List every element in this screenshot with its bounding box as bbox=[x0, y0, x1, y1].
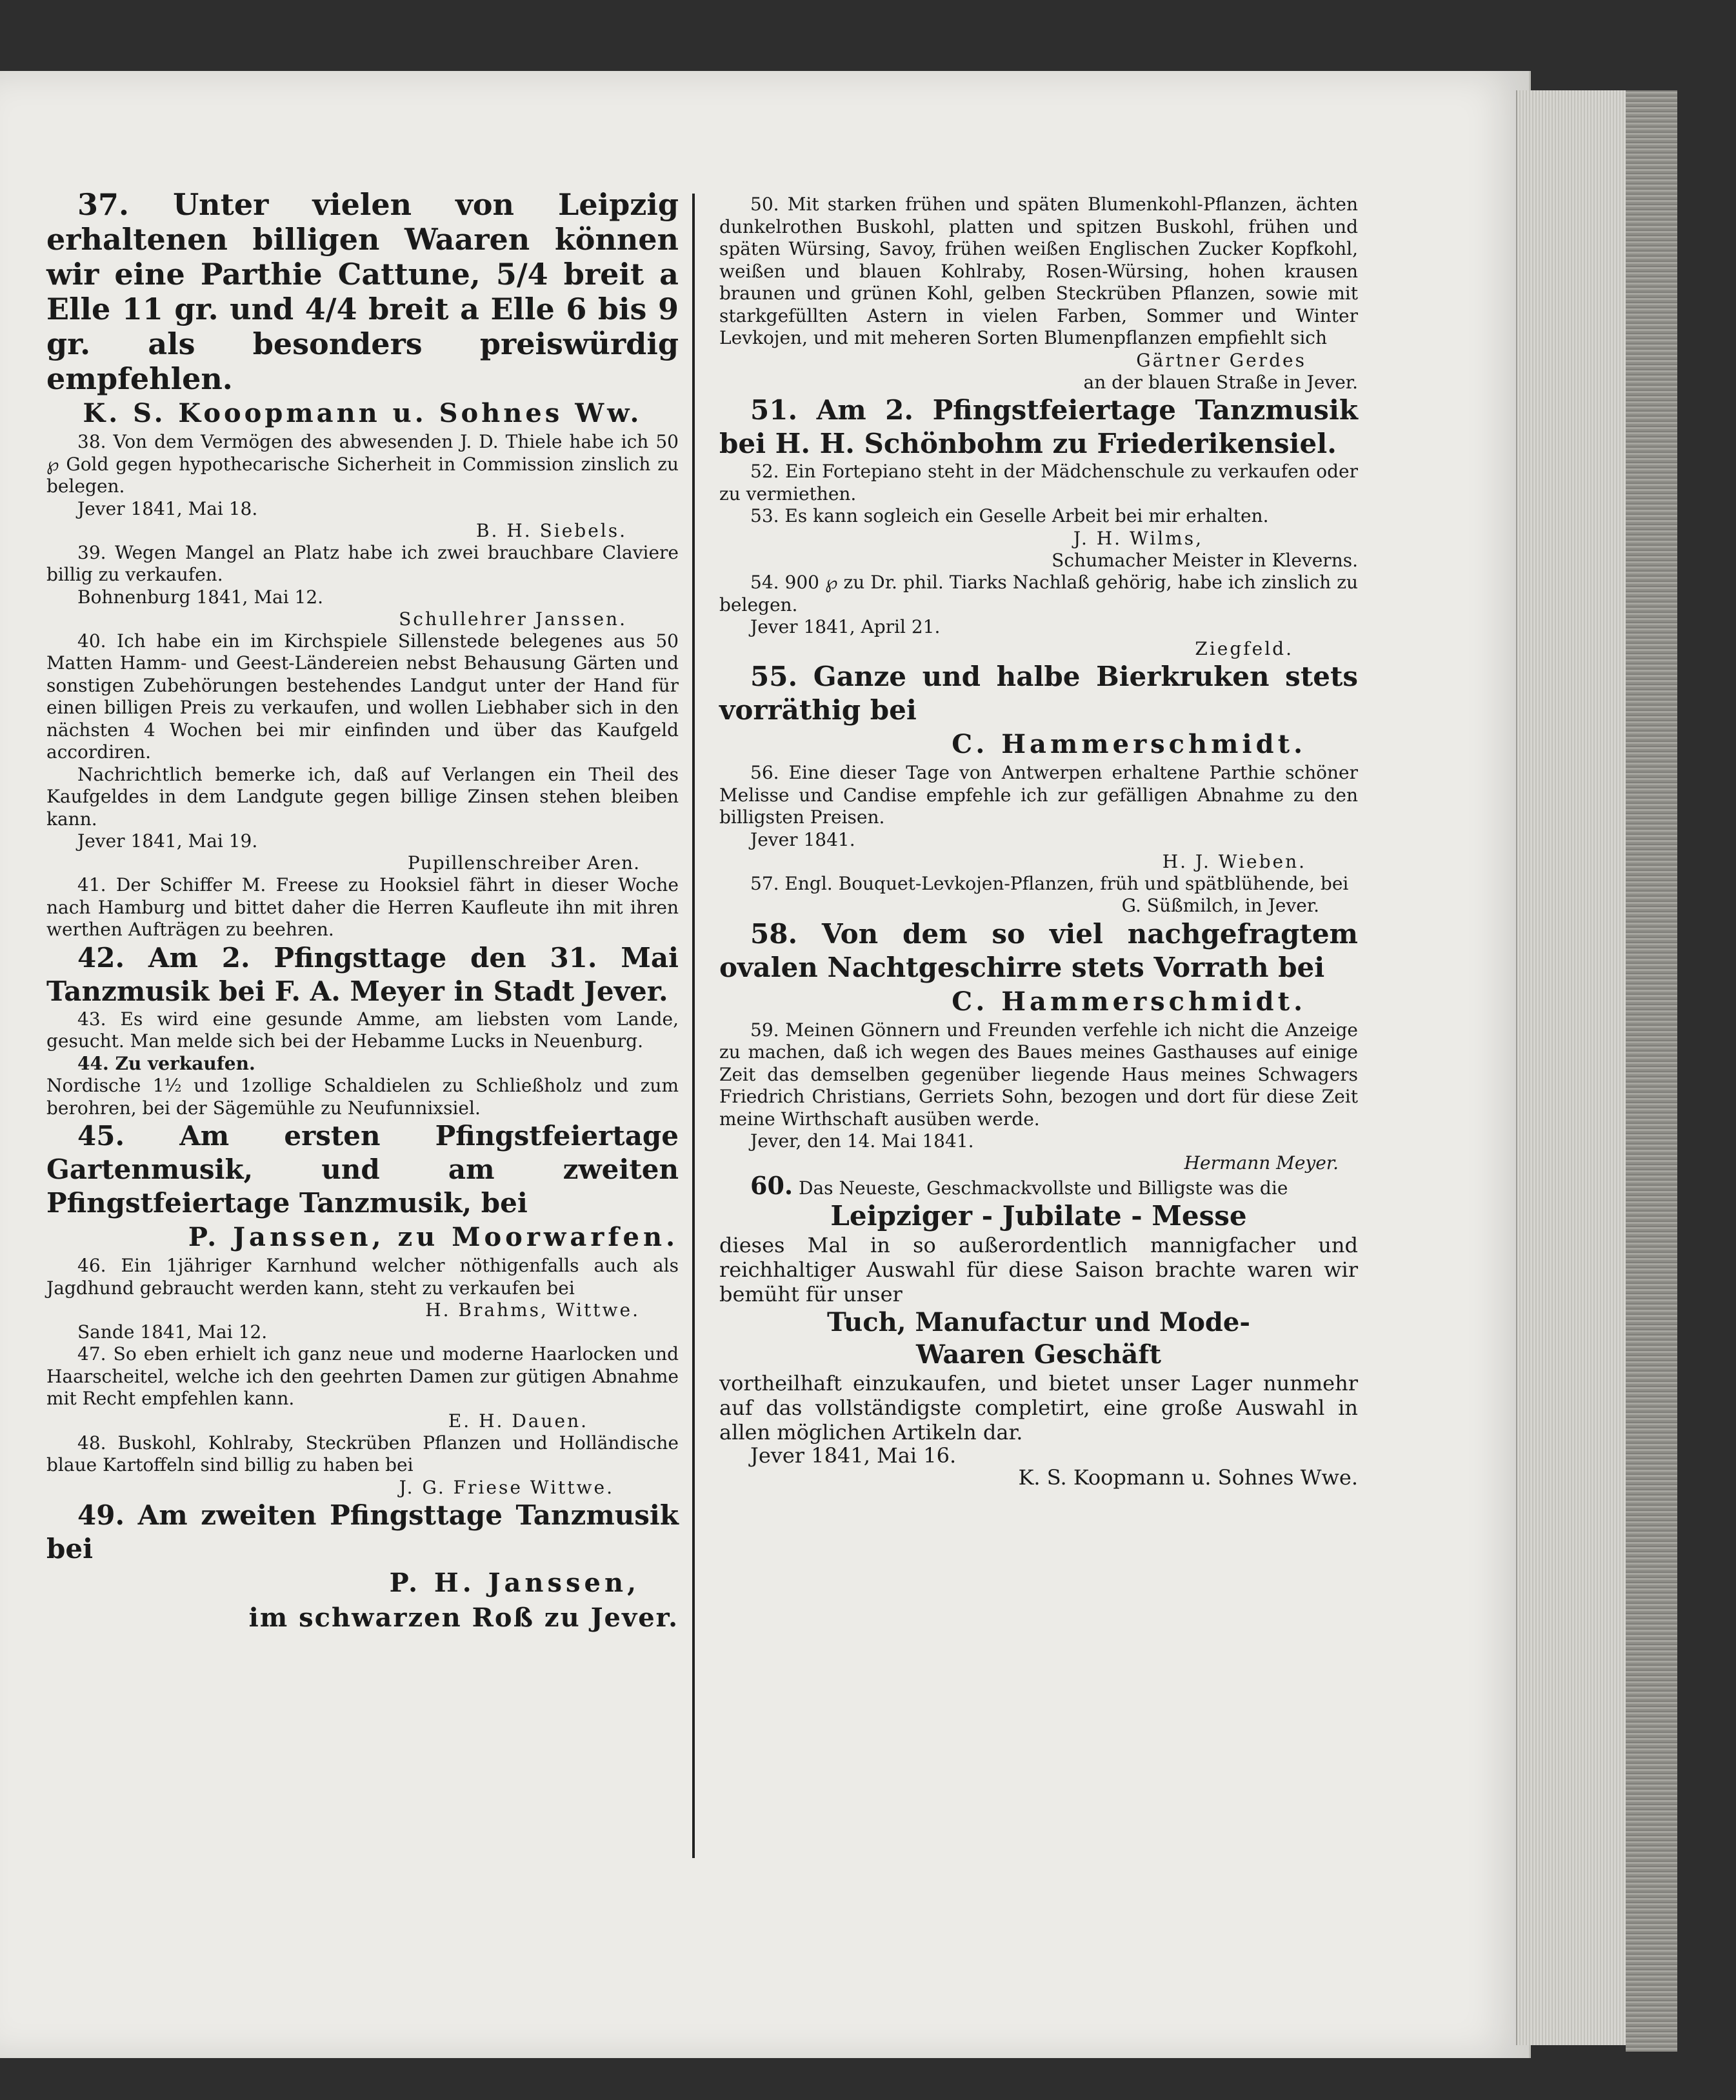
book-cover-edge bbox=[1626, 90, 1677, 2052]
ad-60-number: 60. bbox=[750, 1170, 793, 1200]
ad-47-signature: E. H. Dauen. bbox=[448, 1410, 588, 1432]
ad-38-signature: B. H. Siebels. bbox=[475, 519, 627, 541]
ad-60-text: dieses Mal in so außerordentlich mannigfacher und reichhaltiger Auswahl für diese Saison brachte waren wir bemüht für unser bbox=[719, 1233, 1358, 1306]
column-rule bbox=[692, 194, 695, 1858]
ad-43: 43. Es wird eine gesunde Amme, am liebsten vom Lande, gesucht. Man melde sich bei der Hebamme Lucks in Neuenburg. bbox=[46, 1008, 679, 1052]
ad-60-shop-line2: Waaren Geschäft bbox=[916, 1339, 1161, 1370]
ad-46-date: Sande 1841, Mai 12. bbox=[77, 1321, 268, 1343]
ad-59: 59. Meinen Gönnern und Freunden verfehle ich nicht die Anzeige zu machen, daß ich wegen des Baues meines Gasthauses auf einige Zeit das demselben gegenüber liegende Haus meines Schwagers Friedrich Christians, Gerriets Sohn, bezogen und dort für diese Zeit meine Wirthschaft ausüben werde. bbox=[719, 1019, 1358, 1130]
ad-40-date: Jever 1841, Mai 19. bbox=[77, 830, 258, 852]
ad-50-address: an der blauen Straße in Jever. bbox=[1083, 371, 1358, 393]
ad-44: Nordische 1½ und 1zollige Schaldielen zu Schließholz und zum berohren, bei der Sägemühle zu Neufunnixsiel. bbox=[46, 1075, 679, 1119]
ad-55-signature: C. Hammerschmidt. bbox=[952, 729, 1306, 759]
ad-44-heading: 44. Zu verkaufen. bbox=[77, 1052, 255, 1074]
ad-39: 39. Wegen Mangel an Platz habe ich zwei brauchbare Claviere billig zu verkaufen. bbox=[46, 541, 679, 585]
ad-60-intro: Das Neueste, Geschmackvollste und Billigste was die bbox=[799, 1177, 1288, 1199]
ad-60-fair: Leipziger - Jubilate - Messe bbox=[830, 1200, 1247, 1232]
ad-39-signature: Schullehrer Janssen. bbox=[399, 608, 627, 630]
ad-48-signature: J. G. Friese Wittwe. bbox=[399, 1476, 614, 1498]
ad-53: 53. Es kann sogleich ein Geselle Arbeit bei mir erhalten. bbox=[750, 505, 1269, 526]
ad-38: 38. Von dem Vermögen des abwesenden J. D. Thiele habe ich 50 ℘ Gold gegen hypothecarische Sicherheit in Commission zinslich zu belegen. bbox=[46, 431, 679, 497]
ad-58: 58. Von dem so viel nachgefragtem ovalen Nachtgeschirre stets Vorrath bei bbox=[719, 917, 1358, 983]
ad-53-occupation: Schumacher Meister in Kleverns. bbox=[1052, 549, 1358, 571]
ad-52: 52. Ein Fortepiano steht in der Mädchenschule zu verkaufen oder zu vermiethen. bbox=[719, 461, 1358, 505]
ad-60-signature: K. S. Koopmann u. Sohnes Wwe. bbox=[1018, 1465, 1358, 1490]
ad-45-signature: P. Janssen, zu Moorwarfen. bbox=[188, 1222, 679, 1252]
ad-51: 51. Am 2. Pfingstfeiertage Tanzmusik bei H. H. Schönbohm zu Friederikensiel. bbox=[719, 394, 1358, 459]
right-column bbox=[719, 194, 1358, 1489]
ad-60-offer: vortheilhaft einzukaufen, und bietet unser Lager nunmehr auf das vollständigste completirt, eine große Auswahl in allen möglichen Artikeln dar. bbox=[719, 1371, 1358, 1445]
ad-50-signature: Gärtner Gerdes bbox=[1136, 349, 1306, 371]
ad-55: 55. Ganze und halbe Bierkruken stets vorräthig bei bbox=[719, 661, 1358, 726]
ad-47: 47. So eben erhielt ich ganz neue und moderne Haarlocken und Haarscheitel, welche ich den geehrten Damen zur gütigen Abnahme mit Recht empfehlen kann. bbox=[46, 1343, 679, 1409]
ad-42: 42. Am 2. Pfingsttage den 31. Mai Tanzmusik bei F. A. Meyer in Stadt Jever. bbox=[46, 941, 679, 1007]
ad-59-signature: Hermann Meyer. bbox=[1184, 1152, 1339, 1174]
ad-57: 57. Engl. Bouquet-Levkojen-Pflanzen, früh und spätblühende, bei bbox=[750, 872, 1349, 894]
ad-49: 49. Am zweiten Pfingsttage Tanzmusik bei bbox=[46, 1499, 679, 1565]
ad-57-signature: G. Süßmilch, in Jever. bbox=[1121, 895, 1319, 916]
ad-49-signature-place: im schwarzen Roß zu Jever. bbox=[248, 1602, 679, 1633]
ad-46: 46. Ein 1jähriger Karnhund welcher nöthigenfalls auch als Jagdhund gebraucht werden kann, steht zu verkaufen bei bbox=[46, 1255, 679, 1299]
ad-48: 48. Buskohl, Kohlraby, Steckrüben Pflanzen und Holländische blaue Kartoffeln sind billig zu haben bei bbox=[46, 1432, 679, 1475]
ad-37-signature: K. S. Kooopmann u. Sohnes Ww. bbox=[83, 398, 643, 428]
ad-39-date: Bohnenburg 1841, Mai 12. bbox=[77, 586, 324, 608]
page-edges bbox=[1516, 90, 1630, 2045]
left-column bbox=[46, 187, 679, 1635]
ad-60-shop-line1: Tuch, Manufactur und Mode- bbox=[827, 1307, 1250, 1337]
ad-49-signature: P. H. Janssen, bbox=[389, 1567, 640, 1598]
ad-37: 37. Unter vielen von Leipzig erhaltenen billigen Waaren können wir eine Parthie Cattune, 5/4 breit a Elle 11 gr. und 4/4 breit a Elle 6 bis 9 gr. als besonders preiswürdig empfehlen. bbox=[46, 187, 679, 396]
ad-59-date: Jever, den 14. Mai 1841. bbox=[750, 1130, 974, 1152]
ad-54-signature: Ziegfeld. bbox=[1195, 638, 1293, 659]
ad-54-date: Jever 1841, April 21. bbox=[750, 616, 941, 637]
ad-41: 41. Der Schiffer M. Freese zu Hooksiel fährt in dieser Woche nach Hamburg und bittet daher die Herren Kaufleute ihn mit ihren werthen Aufträgen zu beehren. bbox=[46, 874, 679, 940]
ad-60-date: Jever 1841, Mai 16. bbox=[750, 1443, 957, 1468]
ad-45: 45. Am ersten Pfingstfeiertage Gartenmusik, und am zweiten Pfingstfeiertage Tanzmusik, bei bbox=[46, 1120, 679, 1219]
ad-40-signature: Pupillenschreiber Aren. bbox=[407, 852, 640, 874]
ad-58-signature: C. Hammerschmidt. bbox=[952, 986, 1306, 1017]
ad-54: 54. 900 ℘ zu Dr. phil. Tiarks Nachlaß gehörig, habe ich zinslich zu belegen. bbox=[719, 572, 1358, 615]
ad-40-note: Nachrichtlich bemerke ich, daß auf Verlangen ein Theil des Kaufgeldes in dem Landgute gegen billige Zinsen stehen bleiben kann. bbox=[46, 763, 679, 830]
ad-40: 40. Ich habe ein im Kirchspiele Sillenstede belegenes aus 50 Matten Hamm- und Geest-Ländereien nebst Behausung Gärten und sonstigen Zubehörungen bestehendes Landgut unter der Hand für einen billigen Preis zu verkaufen, und wollen Liebhaber sich in den nächsten 4 Wochen bei mir einfinden und über das Kaufgeld accordiren. bbox=[46, 630, 679, 763]
ad-50: 50. Mit starken frühen und späten Blumenkohl-Pflanzen, ächten dunkelrothen Buskohl, platten und spitzen Buskohl, frühen und späten Würsing, Savoy, frühen weißen Englischen Zucker Kopfkohl, weißen und blauen Kohlraby, Rosen-Würsing, hohen krausen braunen und grünen Kohl, gelben Steckrüben Pflanzen, sowie mit starkgefüllten Astern in vielen Farben, Sommer und Winter Levkojen, und mit meheren Sorten Blumenpflanzen empfiehlt sich bbox=[719, 194, 1358, 348]
ad-38-date: Jever 1841, Mai 18. bbox=[77, 497, 258, 519]
ad-56-date: Jever 1841. bbox=[750, 828, 855, 850]
ad-56: 56. Eine dieser Tage von Antwerpen erhaltene Parthie schöner Melisse und Candise empfehle ich zur gefälligen Abnahme zu den billigsten Preisen. bbox=[719, 762, 1358, 828]
ad-56-signature: H. J. Wieben. bbox=[1162, 850, 1306, 872]
ad-46-signature: H. Brahms, Wittwe. bbox=[425, 1299, 640, 1321]
ad-53-signature: J. H. Wilms, bbox=[1073, 527, 1203, 549]
